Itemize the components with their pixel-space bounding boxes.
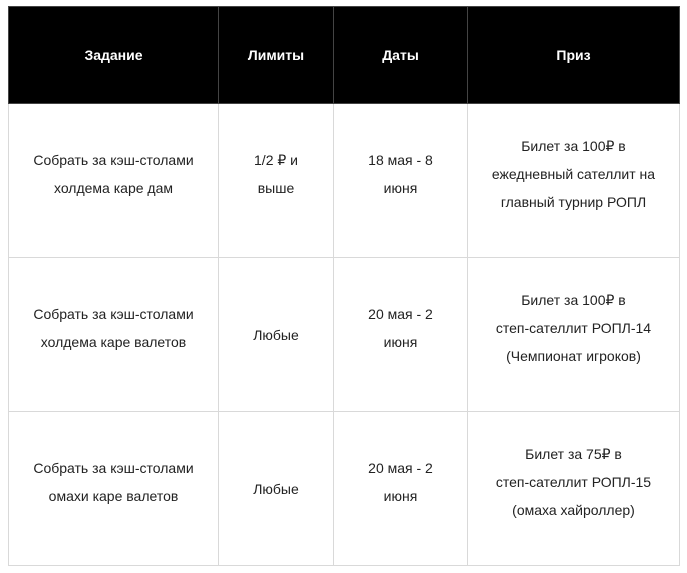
table-row (9, 258, 680, 412)
prize-cell (468, 258, 680, 412)
prize-text: Билет за 100₽ в ежедневный сателлит на главный турнир РОПЛ (491, 137, 656, 210)
promo-tasks-table (8, 6, 680, 566)
task-text: Собрать за кэш-столами холдема каре дам (33, 151, 194, 196)
prize-text: Билет за 100₽ в степ-сателлит РОПЛ-14 (Чемпионат игроков) (495, 291, 652, 364)
header-row (9, 7, 680, 104)
promo-table-container (8, 6, 679, 566)
dates-cell (334, 104, 468, 258)
header-task: Задание (9, 7, 219, 104)
task-cell (9, 258, 219, 412)
dates-text: 20 мая - 2 июня (368, 305, 433, 350)
limits-cell (219, 104, 334, 258)
dates-cell (334, 258, 468, 412)
dates-text: 18 мая - 8 июня (368, 151, 433, 196)
prize-cell (468, 412, 680, 566)
limits-cell (219, 412, 334, 566)
header-limits: Лимиты (219, 7, 334, 104)
table-row (9, 104, 680, 258)
prize-cell (468, 104, 680, 258)
table-row (9, 412, 680, 566)
limits-text: Любые (253, 480, 299, 497)
prize-text: Билет за 75₽ в степ-сателлит РОПЛ-15 (омаха хайроллер) (495, 445, 652, 518)
dates-text: 20 мая - 2 июня (368, 459, 433, 504)
limits-text: 1/2 ₽ и выше (254, 151, 298, 196)
limits-cell (219, 258, 334, 412)
limits-text: Любые (253, 326, 299, 343)
task-text: Собрать за кэш-столами омахи каре валетов (33, 459, 194, 504)
dates-cell (334, 412, 468, 566)
task-text: Собрать за кэш-столами холдема каре валетов (33, 305, 194, 350)
header-dates: Даты (334, 7, 468, 104)
table-header (9, 7, 680, 104)
header-prize: Приз (468, 7, 680, 104)
task-cell (9, 104, 219, 258)
task-cell (9, 412, 219, 566)
table-body (9, 104, 680, 566)
